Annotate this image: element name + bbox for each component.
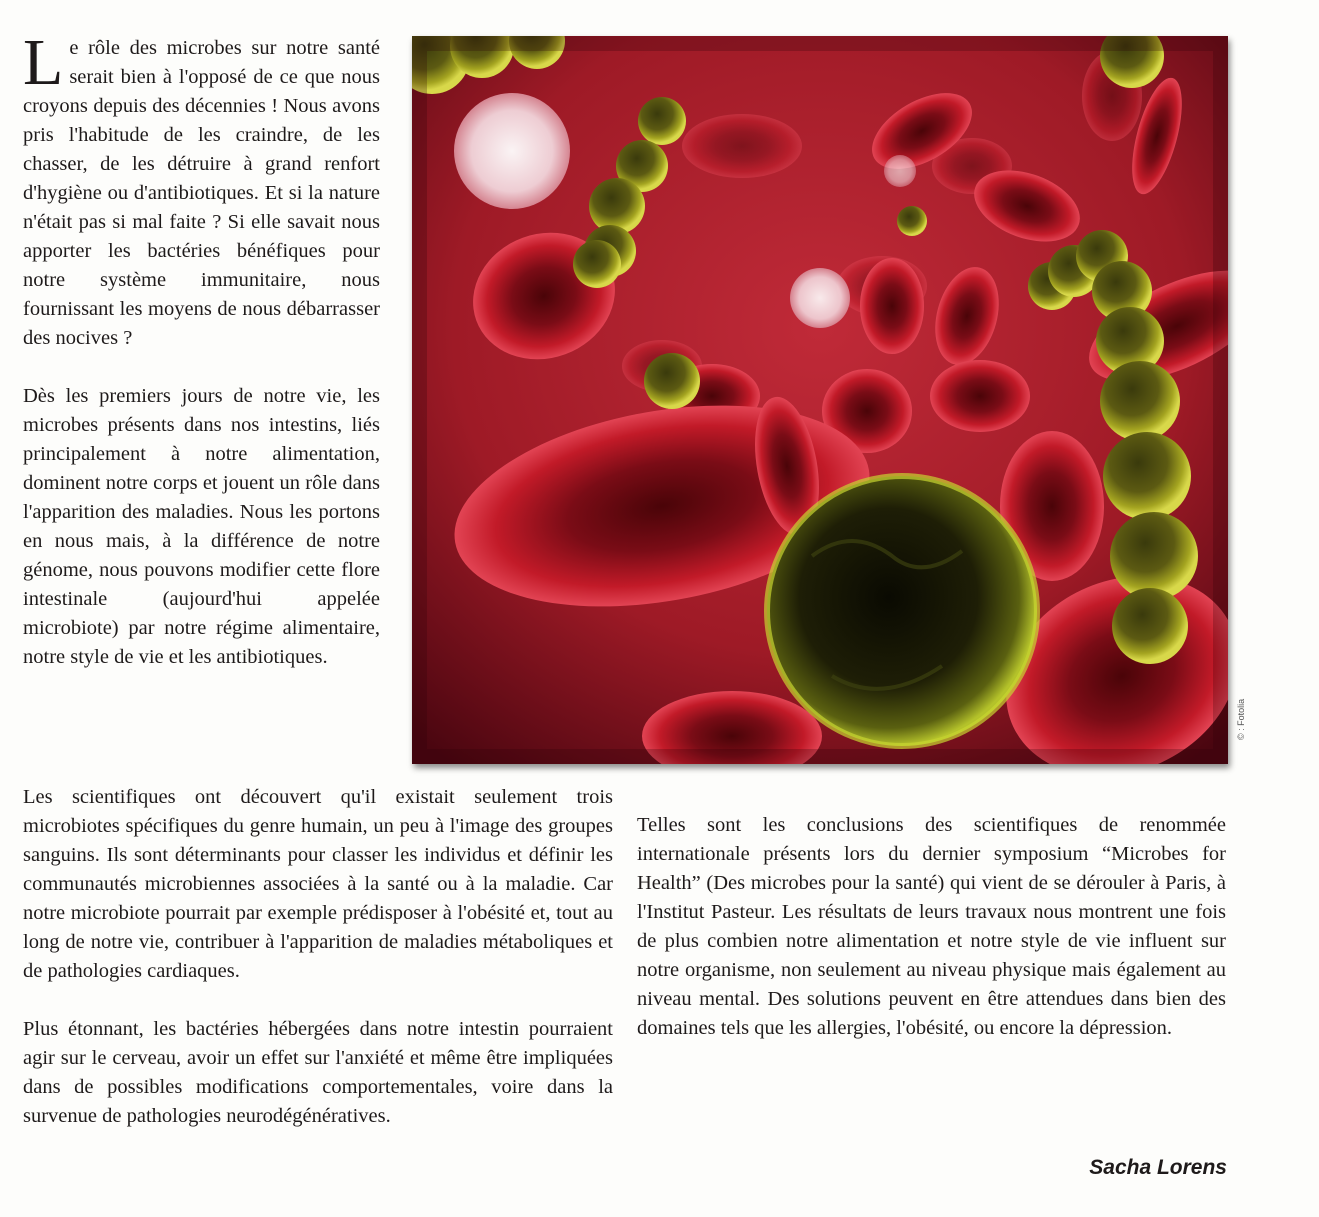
paragraph-4: Plus étonnant, les bactéries hébergées dans notre intestin pourraient agir sur le cerveau, avoir un effet sur l'anxiété et même être impliquées dans de possibles modifications comportementales, voire dans la survenue de pathologies neurodégénératives.	[23, 1018, 613, 1127]
text-column-top-left	[23, 26, 380, 672]
photo-credit: © : Fotolia	[1236, 698, 1246, 740]
text-column-bottom-left	[23, 783, 613, 1131]
paragraph-2: Dès les premiers jours de notre vie, les microbes présents dans nos intestins, liés principalement à notre alimentation, dominent notre corps et jouent un rôle dans l'apparition des maladies. Nous les portons en nous mais, à la différence de notre génome, nous pouvons modifier cette flore intestinale (aujourd'hui appelée microbiote) par notre régime alimentaire, notre style de vie et les antibiotiques.	[23, 385, 380, 668]
text-column-bottom-right	[637, 811, 1226, 1043]
paragraph-5: Telles sont les conclusions des scientifiques de renommée internationale présents lors du dernier symposium “Microbes for Health” (Des microbes pour la santé) qui vient de se dérouler à Paris, à l'Institut Pasteur. Les résultats de leurs travaux nous montrent une fois de plus combien notre alimentation et notre style de vie influent sur notre organisme, non seulement au niveau physique mais également au niveau mental. Des solutions peuvent en être attendues dans bien des domaines tels que les allergies, l'obésité, ou encore la dépression.	[637, 814, 1226, 1039]
microbes-illustration	[412, 36, 1228, 764]
large-microbe	[767, 476, 1037, 746]
intro-paragraph	[23, 26, 380, 353]
drop-cap: L	[23, 26, 64, 99]
author-signature: Sacha Lorens	[1089, 1156, 1227, 1179]
paragraph-3: Les scientifiques ont découvert qu'il existait seulement trois microbiotes spécifiques du genre humain, un peu à l'image des groupes sanguins. Ils sont déterminants pour classer les individus et définir les communautés microbiennes associées à la santé ou à la maladie. Car notre microbiote pourrait par exemple prédisposer à l'obésité et, tout au long de notre vie, contribuer à l'apparition de maladies métaboliques et de pathologies cardiaques.	[23, 786, 613, 982]
blood-cells-bacteria-image	[412, 36, 1228, 764]
intro-text: e rôle des microbes sur notre santé serait bien à l'opposé de ce que nous croyons depuis des décennies ! Nous avons pris l'habitude de les craindre, de les chasser, de les détruire à grand renfort d'hygiène ou d'antibiotiques. Et si la nature n'était pas si mal faite ? Si elle savait nous apporter les bactéries bénéfiques pour notre système immunitaire, nous fournissant les moyens de nous débarrasser des nocives ?	[23, 37, 380, 349]
